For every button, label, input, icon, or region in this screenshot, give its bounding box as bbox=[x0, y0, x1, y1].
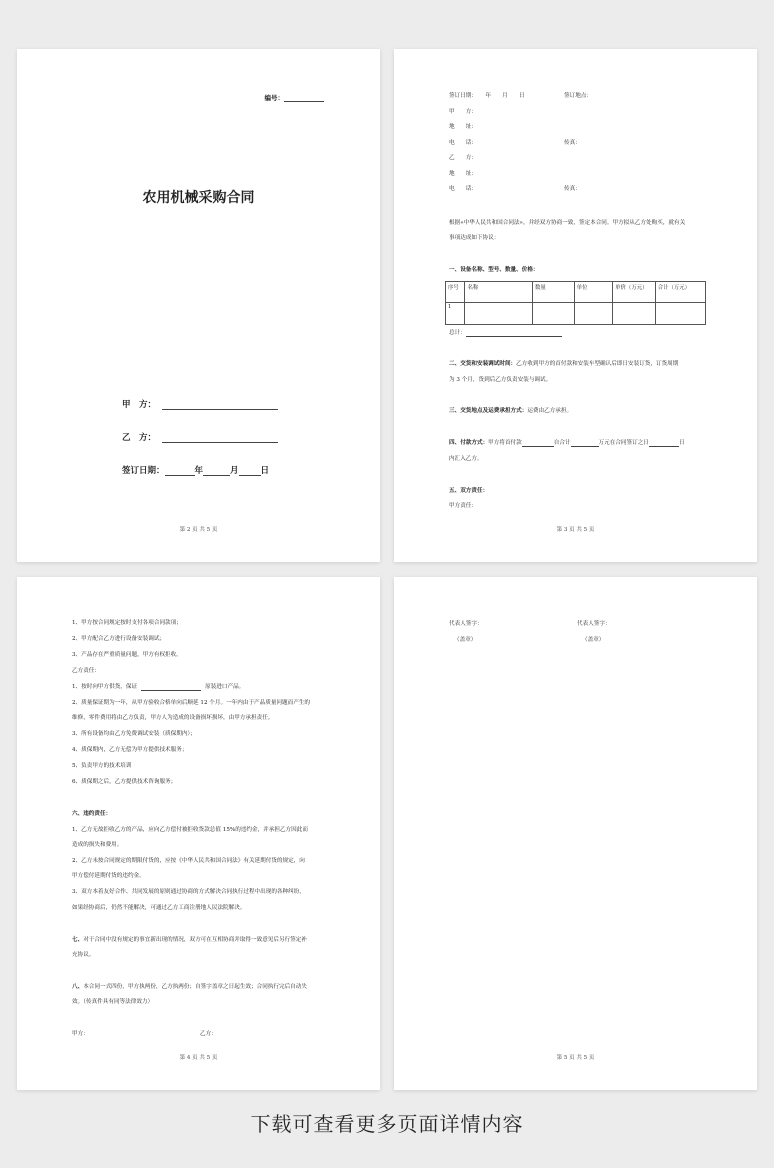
section-8-title: 八、 bbox=[72, 984, 84, 990]
table-row bbox=[446, 303, 706, 325]
responsibility-text: 乙方责任： bbox=[72, 668, 100, 674]
table-header-row bbox=[446, 282, 706, 303]
section-1-title: 一、设备名称、型号、数量、价格： bbox=[449, 267, 539, 273]
payment-line-3 bbox=[649, 446, 679, 447]
header-field-right: 签订地点： bbox=[564, 93, 592, 99]
breach-line: 如果经协商后，仍然不能解决，可通过乙方工商注册地人民法院解决。 bbox=[72, 905, 246, 911]
section-4-text-c: 万元在合同签订之日 bbox=[598, 440, 649, 446]
day-line bbox=[239, 475, 261, 476]
intro-line-1: 根据«中华人民共和国合同法»，并经双方协商一致，签定本合同。甲方拟从乙方处购买，就有关 bbox=[449, 220, 686, 226]
responsibility-text: 3、产品存在严重质量问题，甲方有权拒收。 bbox=[72, 652, 182, 658]
responsibility-text: 4、质保期内，乙方无偿为甲方提供技术服务； bbox=[72, 747, 188, 753]
party-a-signature: 甲方： bbox=[72, 1031, 89, 1037]
responsibility-line bbox=[72, 635, 165, 643]
section-5-title: 五、双方责任： bbox=[449, 488, 489, 494]
table-cell bbox=[655, 303, 705, 325]
responsibility-line bbox=[72, 730, 196, 738]
payment-line-1 bbox=[522, 446, 554, 447]
breach-line: 造成的损失和费用。 bbox=[72, 842, 123, 848]
table-cell bbox=[574, 303, 612, 325]
download-prompt[interactable]: 下载可查看更多页面详情内容 bbox=[250, 1112, 524, 1136]
seal-a: （盖章） bbox=[454, 637, 477, 643]
table-cell bbox=[613, 303, 656, 325]
section-4-text-d: 日 bbox=[678, 440, 685, 446]
section-4-text-2: 内汇入乙方。 bbox=[449, 456, 483, 462]
responsibility-text: 5、负责甲方的技术培训 bbox=[72, 763, 132, 769]
page-number: 第 5 页 共 5 页 bbox=[556, 1055, 595, 1061]
month-line bbox=[203, 475, 230, 476]
header-field-left: 甲 方： bbox=[449, 108, 477, 115]
party-a-label: 甲 方： bbox=[122, 400, 157, 410]
responsibility-line bbox=[72, 619, 182, 627]
breach-line: 3、双方本着友好合作、共同发展的原则通过协商的方式解决合同执行过程中出现的各种纠纷， bbox=[72, 889, 305, 895]
rep-b-signature: 代表人签字： bbox=[577, 621, 611, 627]
section-3-title: 三、交货地点及运费承担方式： bbox=[449, 408, 528, 414]
responsibility-text: 2、甲方配合乙方进行设备安装调试； bbox=[72, 636, 166, 642]
sign-date-row bbox=[122, 464, 269, 476]
header-field-left: 电 话： bbox=[449, 139, 477, 146]
responsibility-line bbox=[72, 667, 100, 675]
year-label: 年 bbox=[194, 466, 204, 476]
section-8-line-2: 效。（传真件具有同等法律效力） bbox=[72, 999, 154, 1005]
party-b-signature: 乙方： bbox=[200, 1031, 217, 1037]
header-field-left: 乙 方： bbox=[449, 155, 477, 161]
party-a-line bbox=[162, 409, 278, 410]
responsibility-text: 维修，零件费用将由乙方负责，甲方人为造成的设备损坏损坏，由甲方承担责任。 bbox=[72, 715, 274, 721]
party-a-row bbox=[122, 398, 278, 410]
header-field-left: 地 址： bbox=[449, 170, 477, 177]
equipment-table bbox=[445, 281, 706, 325]
table-header-cell: 单价（万元） bbox=[613, 282, 656, 303]
responsibility-line bbox=[72, 778, 176, 786]
section-4 bbox=[449, 439, 685, 447]
day-label: 日 bbox=[260, 466, 270, 476]
supply-suffix: 原装进口产品。 bbox=[205, 684, 245, 690]
table-header-cell: 名称 bbox=[465, 282, 533, 303]
section-3-text: 运费由乙方承担。 bbox=[527, 408, 573, 414]
responsibility-text: 1、甲方按合同规定按时支付各项合同款项； bbox=[72, 620, 182, 626]
seal-b: （盖章） bbox=[582, 637, 605, 643]
table-header-cell: 单位 bbox=[574, 282, 612, 303]
contract-number-line bbox=[284, 101, 324, 102]
intro-line-2: 事项达成如下协议： bbox=[449, 235, 500, 241]
section-2 bbox=[449, 360, 678, 368]
responsibility-text: 2、质量保证期为一年，从甲方验收合格单向后顺延 12 个月。一年内由于产品质量问题而产生的 bbox=[72, 700, 310, 706]
party-b-line bbox=[162, 442, 278, 443]
table-cell bbox=[465, 303, 533, 325]
party-b-label: 乙 方： bbox=[122, 433, 157, 443]
header-field-left: 地 址： bbox=[449, 124, 477, 130]
section-6-title: 六、违约责任： bbox=[72, 811, 112, 817]
responsibility-line bbox=[72, 762, 132, 770]
total-row bbox=[449, 329, 562, 337]
section-7-text: 对于合同中没有规定的事宜新出现的情况，双方可在互相协商并取得一致意见后另行签定补 bbox=[83, 937, 307, 943]
section-7-title: 七、 bbox=[72, 937, 84, 943]
section-2-text: 乙方收到甲方的首付款和安装车型确认后即日安装订货，订货周期 bbox=[516, 361, 679, 367]
contract-page-2 bbox=[17, 49, 380, 562]
header-field-right: 传真： bbox=[564, 186, 581, 192]
responsibility-text: 3、所有设备均由乙方免费调试安装（质保期内）； bbox=[72, 731, 196, 737]
responsibility-line bbox=[72, 714, 273, 722]
contract-number-label: 编号： bbox=[264, 94, 284, 102]
contract-page-4 bbox=[17, 577, 380, 1090]
total-label: 总计： bbox=[449, 330, 466, 336]
section-8-text: 本合同一式四份，甲方执两份，乙方执两份；自签字盖章之日起生效；合同执行完后自动失 bbox=[83, 984, 307, 990]
breach-line: 2、乙方未按合同规定的期限付货的，应按《中华人民共和国合同法》有关延期付货的规定，向 bbox=[72, 858, 305, 864]
party-b-row bbox=[122, 431, 278, 443]
table-header-cell: 数量 bbox=[533, 282, 575, 303]
header-field-right: 传真： bbox=[564, 139, 581, 146]
contract-page-3 bbox=[394, 49, 757, 562]
header-field-left: 电 话： bbox=[449, 186, 477, 192]
page-number: 第 4 页 共 5 页 bbox=[179, 1055, 218, 1061]
table-cell bbox=[533, 303, 575, 325]
responsibility-text: 6、质保期之后，乙方提供技术咨询服务； bbox=[72, 779, 177, 785]
section-2-title: 二、交货和安装调试时间： bbox=[449, 361, 517, 367]
contract-number bbox=[265, 93, 325, 102]
contract-title: 农用机械采购合同 bbox=[142, 190, 255, 206]
supply-blank-line bbox=[141, 690, 201, 691]
sign-date-label: 签订日期： bbox=[122, 466, 165, 476]
breach-line: 1、乙方无故拒收乙方的产品，应向乙方偿付被拒收货款总值 15%的违约金，并承担乙方因此而 bbox=[72, 827, 308, 833]
section-2-text-2: 为 3 个月，货到后乙方负责安装与调试。 bbox=[449, 377, 552, 383]
responsibility-line bbox=[72, 746, 187, 754]
table-header-cell: 序号 bbox=[446, 282, 465, 303]
responsibility-text: 1、按时向甲方供货，保证 bbox=[72, 684, 138, 690]
total-line bbox=[466, 336, 562, 337]
month-label: 月 bbox=[230, 466, 239, 476]
responsibility-line bbox=[72, 651, 182, 659]
payment-line-2 bbox=[571, 446, 599, 447]
table-cell: 1 bbox=[446, 303, 465, 325]
section-8-line-1 bbox=[72, 983, 307, 991]
year-line bbox=[165, 475, 195, 476]
section-4-text-b: 自合计 bbox=[553, 440, 571, 446]
breach-line: 甲方偿付延期付货的违约金。 bbox=[72, 873, 145, 879]
responsibility-line bbox=[72, 683, 244, 691]
section-4-text-a: 甲方将首付款 bbox=[488, 440, 522, 446]
section-4-title: 四、付款方式： bbox=[449, 440, 489, 446]
section-5-sub: 甲方责任： bbox=[449, 503, 477, 509]
responsibility-line bbox=[72, 699, 310, 707]
page-number: 第 3 页 共 5 页 bbox=[556, 527, 595, 533]
header-field-left: 签订日期： 年 月 日 bbox=[449, 93, 525, 99]
table-body bbox=[446, 303, 706, 325]
section-7-line-2: 充协议。 bbox=[72, 952, 95, 958]
page-number: 第 2 页 共 5 页 bbox=[179, 527, 218, 533]
rep-a-signature: 代表人签字： bbox=[449, 621, 483, 627]
section-7-line-1 bbox=[72, 936, 307, 944]
table-header-cell: 合计（万元） bbox=[655, 282, 705, 303]
contract-page-5 bbox=[394, 577, 757, 1090]
section-3 bbox=[449, 407, 572, 415]
